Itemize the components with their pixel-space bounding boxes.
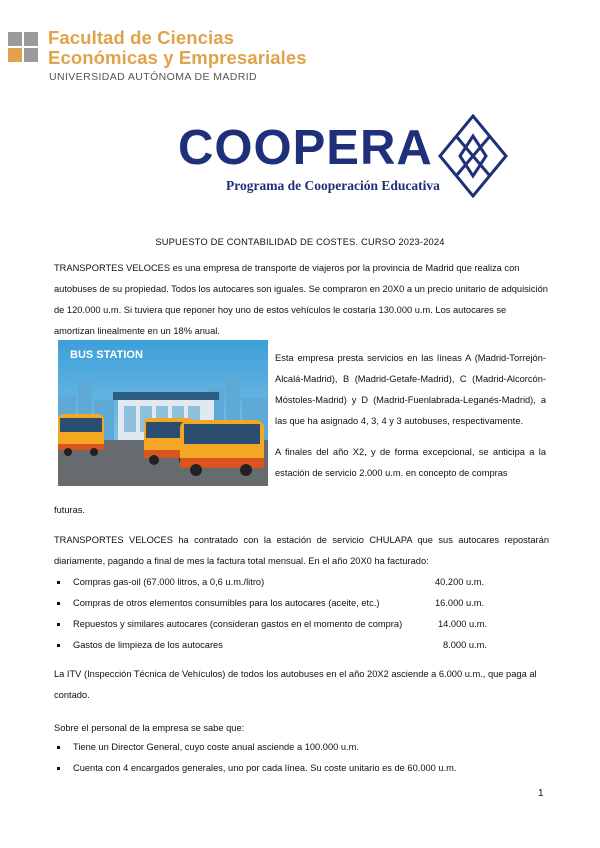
list-item xyxy=(54,737,544,758)
invoices-list xyxy=(54,572,514,656)
coopera-name: COOPERA xyxy=(178,121,433,175)
invoice-amount: 40.200 u.m. xyxy=(435,577,485,587)
faculty-name xyxy=(48,28,307,68)
list-item xyxy=(54,758,544,779)
invoice-label: Compras gas-oil (67.000 litros, a 0,6 u.m./litro) xyxy=(73,577,265,587)
itv-paragraph: La ITV (Inspección Técnica de Vehículos) de todos los autobuses en el año 20X2 asciende a 6.000 u.m., que paga al contado. xyxy=(54,669,537,700)
bullet-icon xyxy=(57,746,60,749)
invoice-label: Gastos de limpieza de los autocares xyxy=(73,640,223,650)
bullet-icon xyxy=(57,602,60,605)
bus-station-label: BUS STATION xyxy=(70,349,143,361)
advance-paragraph: A finales del año X2, y de forma excepcional, se anticipa a la estación de servicio 2.000 u.m. en concepto de compras xyxy=(275,447,546,478)
document-title: SUPUESTO DE CONTABILIDAD DE COSTES. CURSO 2023-2024 xyxy=(155,237,445,247)
faculty-line2: Económicas y Empresariales xyxy=(48,47,307,68)
bus-station-image xyxy=(58,340,268,486)
list-item xyxy=(54,572,514,593)
bullet-icon xyxy=(57,581,60,584)
faculty-logo-icon xyxy=(8,32,38,62)
bullet-icon xyxy=(57,644,60,647)
page-number: 1 xyxy=(538,788,544,799)
faculty-line1: Facultad de Ciencias xyxy=(48,27,235,48)
staff-intro: Sobre el personal de la empresa se sabe que: xyxy=(54,723,245,733)
lines-paragraph: Esta empresa presta servicios en las líneas A (Madrid-Torrejón-Alcalá-Madrid), B (Madrid-Getafe-Madrid), C (Madrid-Alcorcón-Móstoles-Madrid) y D (Madrid-Fuenlabrada-Leganés-Madrid), a las que ha asignado 4, 3, 4 y 3 autobuses, respectivamente. xyxy=(275,353,546,426)
coopera-subtitle: Programa de Cooperación Educativa xyxy=(226,178,440,193)
coopera-diamond-icon xyxy=(438,114,508,198)
lines-and-advance xyxy=(275,348,546,484)
list-item xyxy=(54,593,514,614)
bullet-icon xyxy=(57,623,60,626)
invoice-label: Repuestos y similares autocares (consideran gastos en el momento de compra) xyxy=(73,619,403,629)
invoice-label: Compras de otros elementos consumibles para los autocares (aceite, etc.) xyxy=(73,598,380,608)
advance-paragraph-end: futuras. xyxy=(54,505,86,515)
university-name: UNIVERSIDAD AUTÓNOMA DE MADRID xyxy=(49,71,258,83)
invoice-amount: 8.000 u.m. xyxy=(443,640,487,650)
staff-item: Cuenta con 4 encargados generales, uno por cada línea. Su coste unitario es de 60.000 u.m. xyxy=(73,763,457,773)
invoice-amount: 14.000 u.m. xyxy=(438,619,488,629)
list-item xyxy=(54,635,514,656)
contract-paragraph: TRANSPORTES VELOCES ha contratado con la estación de servicio CHULAPA que sus autocares repostarán diariamente, pagando a final de mes la factura total mensual. En el año 20X0 ha facturado: xyxy=(54,535,549,566)
staff-list xyxy=(54,737,544,779)
coopera-logo xyxy=(168,108,513,208)
list-item xyxy=(54,614,514,635)
staff-item: Tiene un Director General, cuyo coste anual asciende a 100.000 u.m. xyxy=(73,742,359,752)
bullet-icon xyxy=(57,767,60,770)
invoice-amount: 16.000 u.m. xyxy=(435,598,485,608)
intro-paragraph: TRANSPORTES VELOCES es una empresa de transporte de viajeros por la provincia de Madrid que realiza con autobuses de su propiedad. Todos los autocares son iguales. Se compraron en 20X0 a un precio unitario de adquisición de 120.000 u.m. Si tuviera que reponer hoy uno de estos vehículos le costaría 130.000 u.m. Los autocares se amortizan linealmente en un 18% anual. xyxy=(54,263,548,336)
